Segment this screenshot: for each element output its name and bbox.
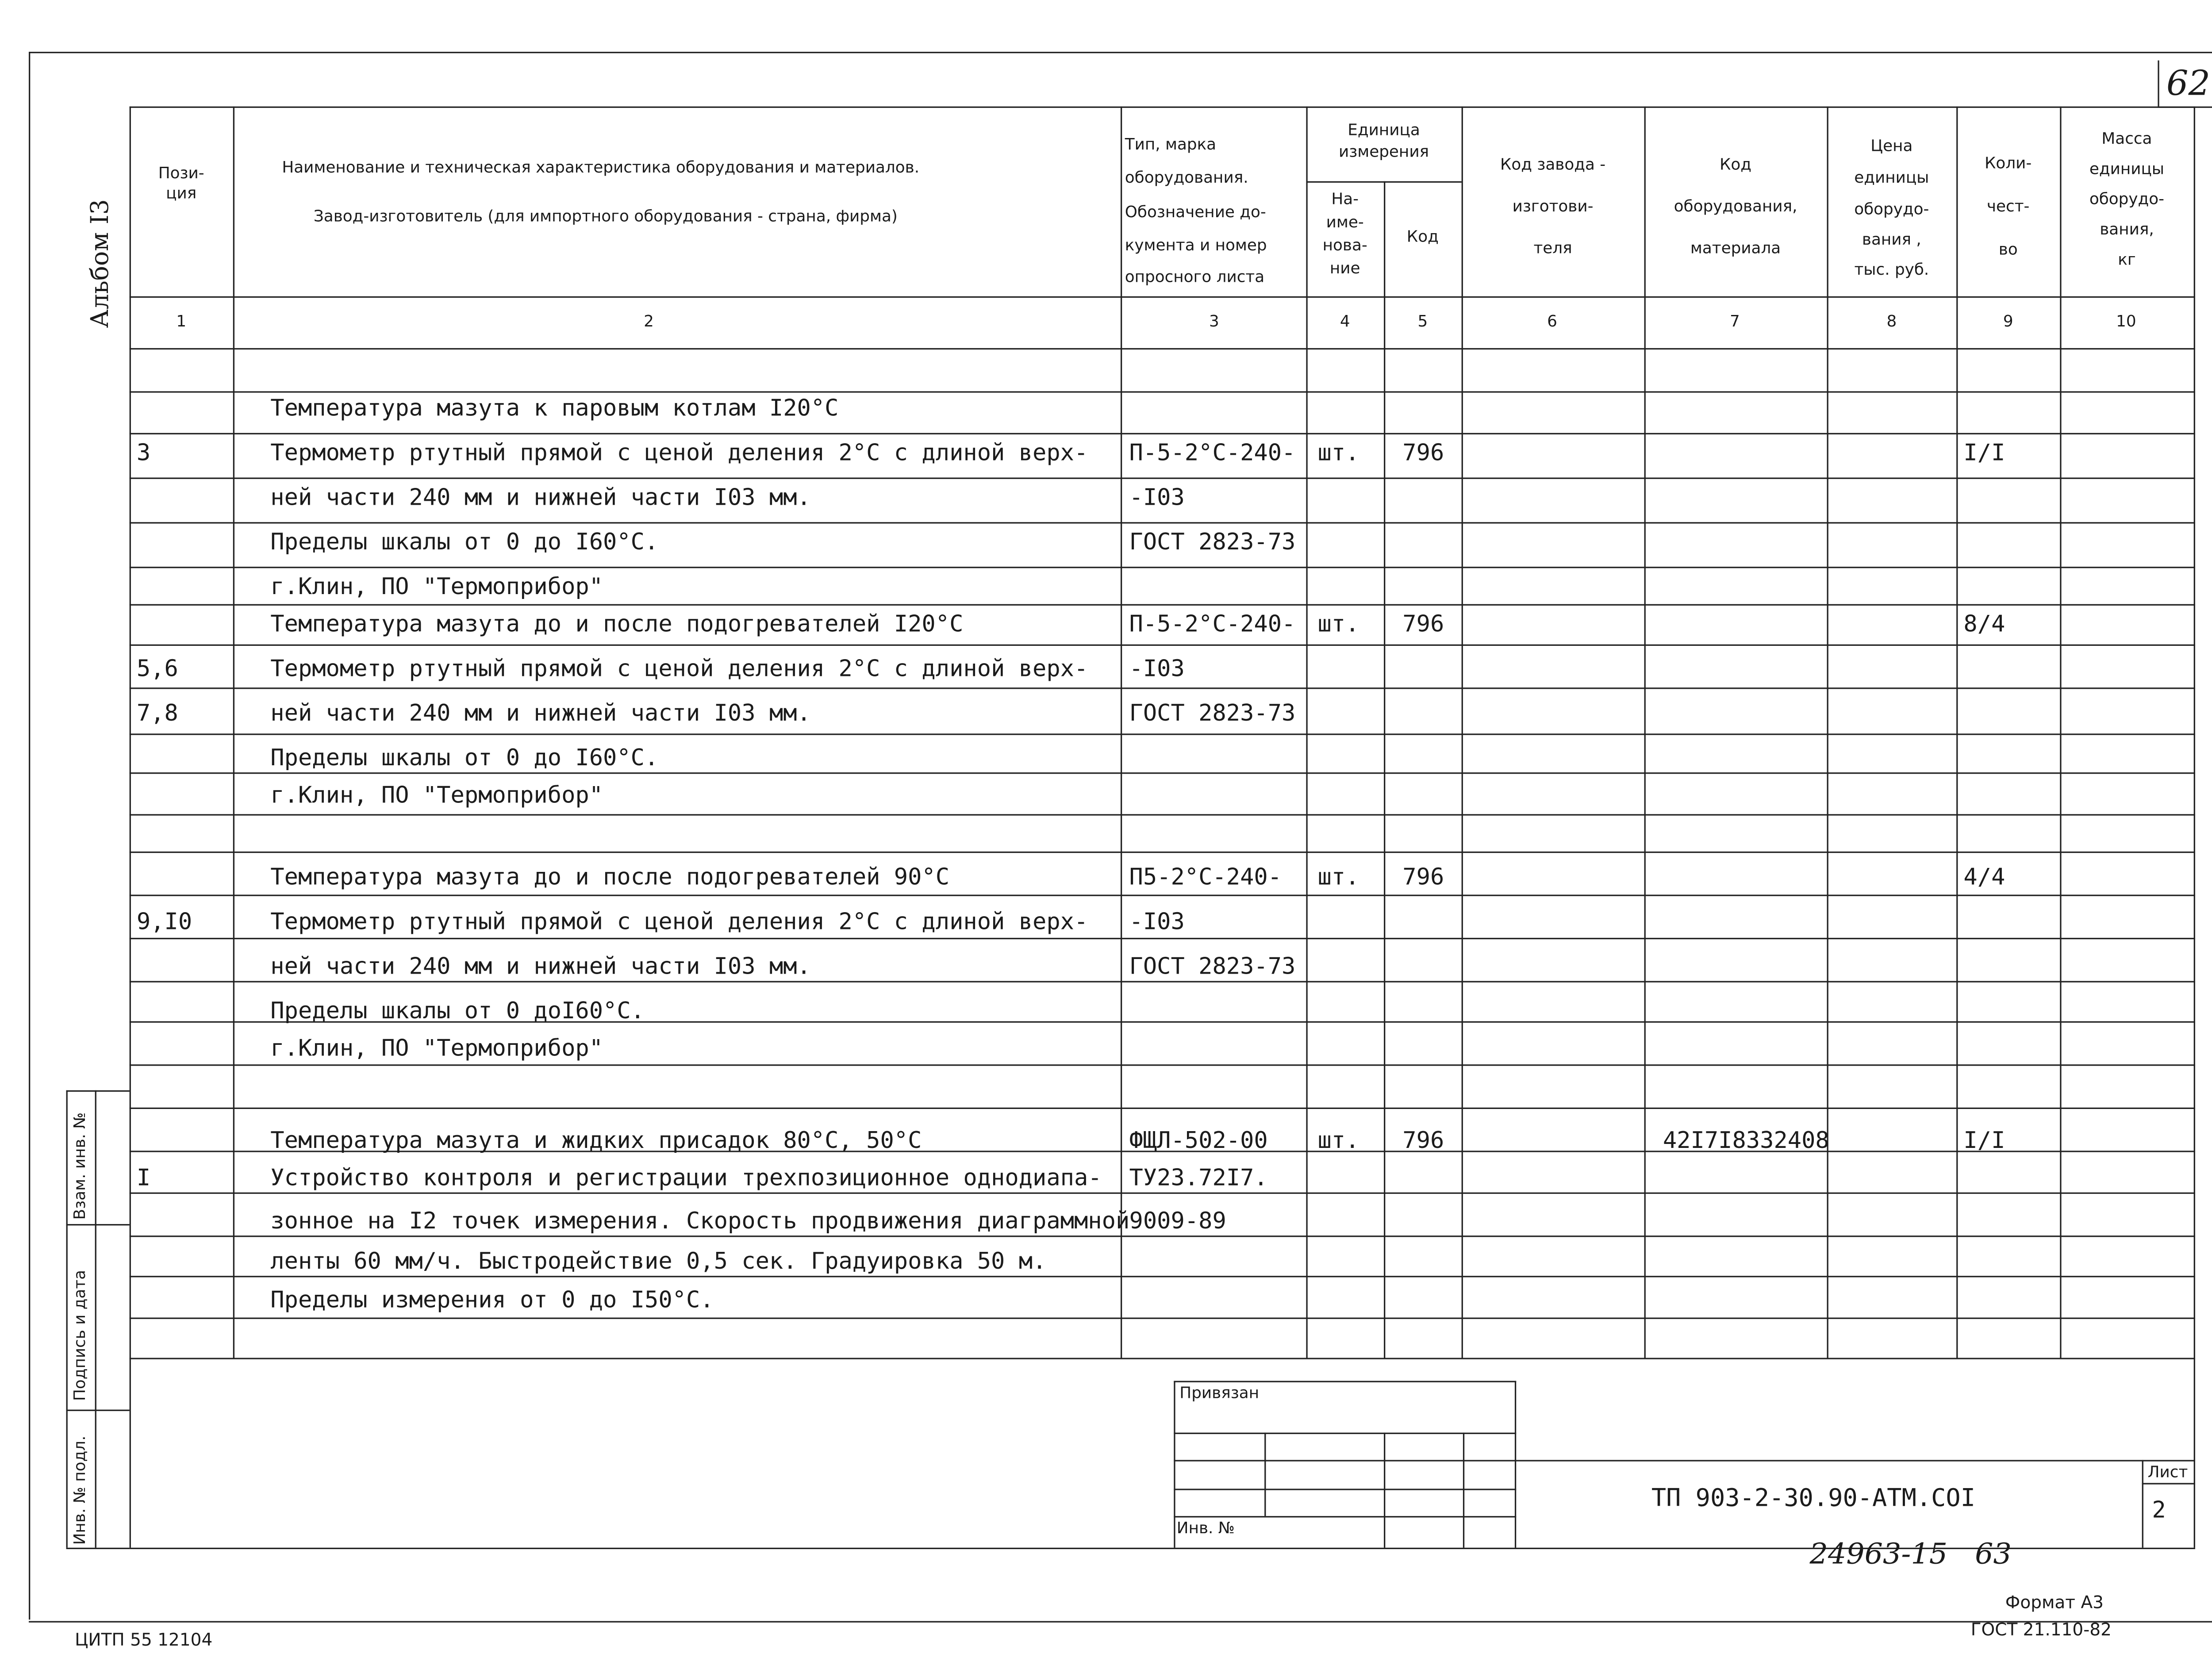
handwritten-number: 24963-15 63 [1809,1536,2012,1571]
header-type-2: оборудования. [1125,168,1248,187]
row-name: г.Клин, ПО "Термоприбор" [270,572,603,600]
row-divider [130,814,2195,815]
row-divider [130,1064,2195,1066]
row-unit-code: 796 [1402,610,1444,637]
row-divider [130,894,2195,896]
column-number-1: 1 [176,312,187,331]
header-factory-code-3: теля [1533,238,1572,258]
row-divider [130,645,2195,646]
header-price-1: Цена [1870,136,1913,156]
row-name: ней части 240 мм и нижней части I03 мм. [270,699,811,727]
side-stamp-original-inv: Инв. № подл. [70,1435,89,1545]
header-mass-4: вания, [2100,220,2154,239]
row-unit-code: 796 [1402,863,1444,890]
row-divider [130,938,2195,939]
header-unit-name-3: нова- [1322,236,1367,255]
header-unit-name-4: ние [1329,259,1360,278]
row-divider [130,567,2195,568]
row-divider [130,733,2195,735]
row-name: ней части 240 мм и нижней части I03 мм. [270,952,811,980]
header-type-5: опросного листа [1125,267,1265,287]
header-equipment-code-1: Код [1720,155,1752,174]
header-price-3: оборудо- [1854,200,1929,219]
row-name: Пределы шкалы от 0 доI60°С. [270,997,645,1025]
row-name: Термометр ртутный прямой с ценой деления 2°С с длиной верх- [270,654,1088,682]
column-number-3: 3 [1209,312,1219,331]
row-name: г.Клин, ПО "Термоприбор" [270,1034,603,1062]
row-unit-name: шт. [1317,1126,1359,1154]
row-divider [130,687,2195,689]
column-number-4: 4 [1340,312,1350,331]
row-divider [130,1236,2195,1237]
row-name: Термометр ртутный прямой с ценой деления 2°С с длиной верх- [270,438,1088,466]
stamp-inv-no: Инв. № [1176,1519,1235,1538]
header-qty-1: Коли- [1985,153,2032,173]
row-position: 5,6 [136,654,178,682]
header-name-line2: Завод-изготовитель (для импортного оборудования - страна, фирма) [313,207,898,226]
row-unit-code: 796 [1402,1126,1444,1154]
row-type-designation: П-5-2°С-240- [1129,610,1296,637]
row-type-designation: П-5-2°С-240- [1129,438,1296,466]
header-mass-3: оборудо- [2089,190,2165,209]
header-unit-name-2: име- [1326,213,1364,232]
row-name: Температура мазута к паровым котлам I20°С [270,394,839,422]
row-type-designation: ФЩЛ-502-00 [1129,1126,1268,1154]
header-factory-code-1: Код завода - [1500,155,1606,174]
column-number-9: 9 [2003,312,2013,331]
header-mass-2: единицы [2089,159,2165,179]
row-type-designation: ГОСТ 2823-73 [1129,699,1296,727]
row-quantity: I/I [1963,1126,2005,1154]
bottom-border [29,1621,2212,1623]
header-name-line1: Наименование и техническая характеристика оборудования и материалов. [282,158,920,177]
header-unit-group-2: измерения [1338,142,1429,161]
row-type-designation: -I03 [1129,483,1185,511]
row-name: ленты 60 мм/ч. Быстродействие 0,5 сек. Градуировка 50 м. [270,1247,1047,1274]
album-label: Альбом I3 [86,199,115,328]
left-border [29,52,30,1619]
row-position: 3 [136,438,151,466]
header-qty-3: во [1998,240,2018,259]
row-name: Пределы измерения от 0 до I50°С. [270,1285,714,1313]
row-divider [130,852,2195,853]
row-divider [130,1108,2195,1109]
row-divider [130,391,2195,392]
header-price-4: вания , [1862,230,1921,249]
column-number-5: 5 [1417,312,1428,331]
row-name: Пределы шкалы от 0 до I60°С. [270,528,659,556]
stamp-privyazan: Привязан [1179,1384,1260,1403]
row-divider [130,1276,2195,1277]
header-equipment-code-3: материала [1690,238,1781,258]
header-mass-1: Масса [2101,129,2152,148]
stamp-sheet-number: 2 [2152,1496,2166,1523]
row-unit-name: шт. [1317,863,1359,890]
gost-label: ГОСТ 21.110-82 [1970,1619,2112,1640]
row-name: Температура мазута до и после подогревателей 90°С [270,863,950,890]
row-name: Термометр ртутный прямой с ценой деления 2°С с длиной верх- [270,907,1088,935]
row-divider [130,604,2195,606]
row-name: Устройство контроля и регистрации трехпозиционное однодиапа- [270,1163,1102,1191]
row-name: Температура мазута и жидких присадок 80°С, 50°С [270,1126,922,1154]
row-unit-name: шт. [1317,610,1359,637]
row-position: 9,I0 [136,907,192,935]
stamp-document-code: ТП 903-2-30.90-АТМ.СОI [1651,1484,1976,1513]
row-type-designation: ГОСТ 2823-73 [1129,952,1296,980]
row-equipment-code: 42I7I8332408 [1663,1126,1829,1154]
stamp-sheet-label: Лист [2147,1462,2188,1482]
header-type-4: кумента и номер [1125,236,1267,255]
header-type-3: Обозначение до- [1125,203,1266,222]
row-name: зонное на I2 точек измерения. Скорость продвижения диаграммной [270,1207,1130,1234]
row-divider [130,1317,2195,1319]
row-unit-name: шт. [1317,438,1359,466]
row-quantity: 4/4 [1963,863,2005,890]
row-type-designation: 9009-89 [1129,1207,1226,1234]
row-divider [130,433,2195,434]
row-unit-code: 796 [1402,438,1444,466]
bottom-left-code: ЦИТП 55 12104 [75,1630,213,1650]
header-type-1: Тип, марка [1125,135,1217,154]
column-number-2: 2 [644,312,654,331]
row-name: Пределы шкалы от 0 до I60°С. [270,744,659,771]
row-name: г.Клин, ПО "Термоприбор" [270,781,603,809]
header-unit-group-1: Единица [1348,121,1420,140]
top-border [29,52,2212,53]
side-stamp-replace-inv: Взам. инв. № [70,1112,89,1220]
header-unit-name-1: На- [1331,190,1359,209]
row-type-designation: -I03 [1129,654,1185,682]
row-type-designation: -I03 [1129,907,1185,935]
side-stamp-signature-date: Подпись и дата [70,1270,89,1401]
header-price-2: единицы [1854,168,1929,187]
row-quantity: 8/4 [1963,610,2005,637]
column-number-7: 7 [1730,312,1740,331]
header-factory-code-2: изготови- [1512,197,1594,216]
column-number-8: 8 [1886,312,1897,331]
row-type-designation: ГОСТ 2823-73 [1129,528,1296,556]
row-divider [130,772,2195,774]
row-position: I [136,1163,151,1191]
format-label: Формат А3 [2005,1592,2104,1613]
header-equipment-code-2: оборудования, [1674,197,1797,216]
column-number-6: 6 [1547,312,1557,331]
header-unit-code: Код [1406,227,1439,246]
row-quantity: I/I [1963,438,2005,466]
row-divider [130,1193,2195,1194]
column-number-10: 10 [2116,312,2136,331]
row-name: ней части 240 мм и нижней части I03 мм. [270,483,811,511]
row-position: 7,8 [136,699,178,727]
row-name: Температура мазута до и после подогревателей I20°С [270,610,964,637]
sheet-corner-number: 62 [2166,63,2211,104]
header-qty-2: чест- [1986,197,2030,216]
row-divider [130,981,2195,982]
header-mass-5: кг [2118,250,2136,269]
row-type-designation: П5-2°С-240- [1129,863,1282,890]
row-type-designation: ТУ23.72I7. [1129,1163,1268,1191]
header-price-5: тыс. руб. [1854,260,1929,279]
row-divider [130,522,2195,523]
header-position: Пози- ция [158,164,204,203]
row-divider [130,478,2195,479]
